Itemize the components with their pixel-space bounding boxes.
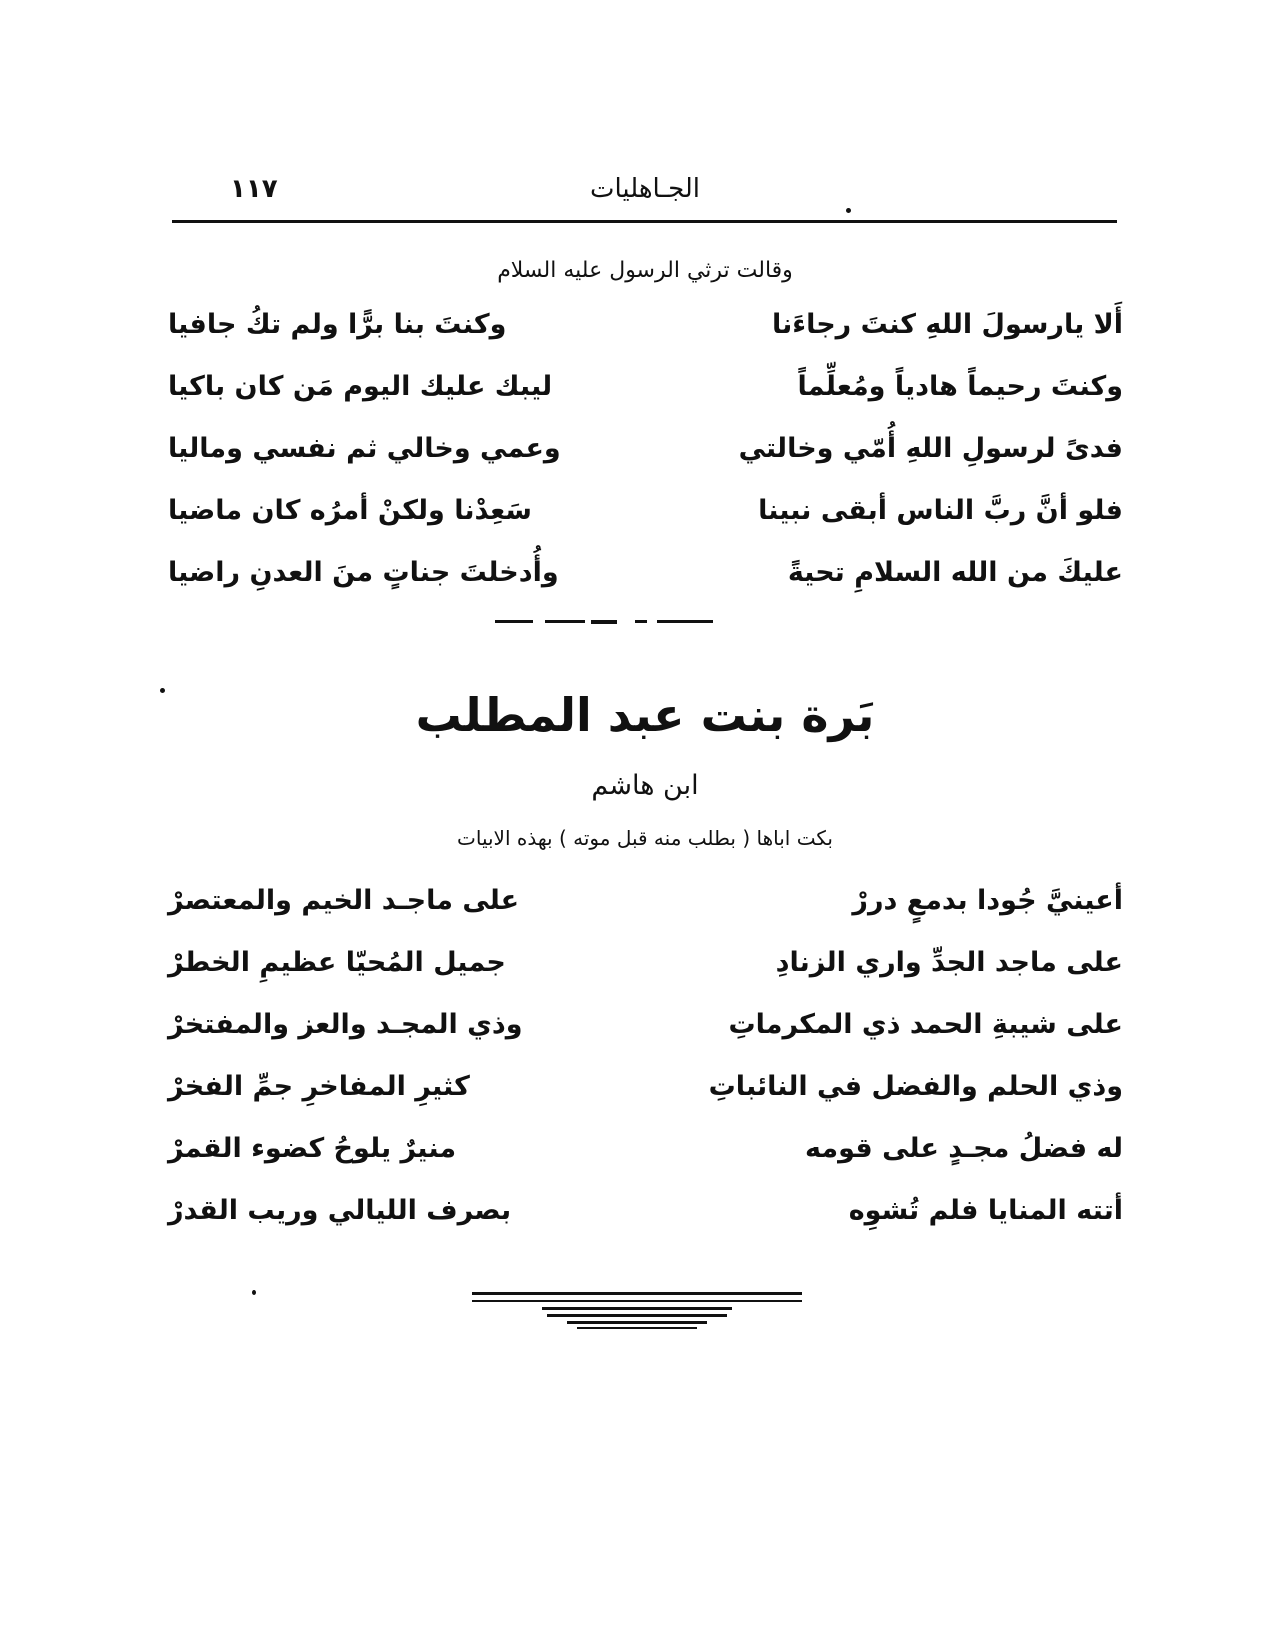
verse [168,300,1123,362]
verse-first-hemistich: وكنتَ رحيماً هادياً ومُعلِّماً [797,371,1123,402]
verse-first-hemistich: فدىً لرسولِ اللهِ أُمّي وخالتي [738,433,1123,464]
header-rule [172,220,1117,223]
verse [168,424,1123,486]
verse [168,1124,1123,1186]
elegy-father-heading: بكت اباها ( بطلب منه قبل موته ) بهذه الابيات [457,826,833,850]
poet-lineage: ابن هاشم [591,770,699,801]
verse-first-hemistich: له فضلُ مجـدٍ على قومه [805,1133,1123,1164]
elegy-prophet-heading: وقالت ترثي الرسول عليه السلام [497,258,793,283]
verse [168,1062,1123,1124]
print-speck [846,208,851,213]
verse [168,938,1123,1000]
verse [168,486,1123,548]
verse-second-hemistich: سَعِدْنا ولكنْ أمرُه كان ماضيا [168,495,532,526]
poet-name: بَرة بنت عبد المطلب [415,688,875,742]
verse-second-hemistich: وأُدخلتَ جناتٍ منَ العدنِ راضيا [168,557,559,588]
section-divider [495,620,715,624]
verse-first-hemistich: على شيبةِ الحمد ذي المكرماتِ [728,1009,1123,1040]
verse-first-hemistich: وذي الحلم والفضل في النائباتِ [708,1071,1123,1102]
verse-second-hemistich: كثيرِ المفاخرِ جمِّ الفخرْ [168,1071,470,1102]
verse-second-hemistich: على ماجـد الخيم والمعتصرْ [168,885,520,916]
verse-second-hemistich: وذي المجـد والعز والمفتخرْ [168,1009,523,1040]
verse-first-hemistich: أتته المنايا فلم تُشوِه [848,1195,1123,1226]
end-ornament [472,1292,802,1332]
verse-second-hemistich: ليبك عليك اليوم مَن كان باكيا [168,371,553,402]
verse [168,362,1123,424]
verse-second-hemistich: بصرف الليالي وريب القدرْ [168,1195,512,1226]
running-head [170,172,1120,212]
elegy-father-poem [168,876,1123,1248]
verse-first-hemistich: على ماجد الجدِّ واري الزنادِ [775,947,1123,978]
verse-first-hemistich: فلو أنَّ ربَّ الناس أبقى نبينا [758,495,1123,526]
verse-second-hemistich: وكنتَ بنا برًّا ولم تكُ جافيا [168,309,507,340]
verse-first-hemistich: أَلا يارسولَ اللهِ كنتَ رجاءَنا [772,309,1123,340]
running-title: الجـاهليات [589,174,701,204]
verse-first-hemistich: أعينيَّ جُودا بدمعٍ دررْ [852,885,1123,916]
verse [168,1186,1123,1248]
verse-first-hemistich: عليكَ من الله السلامِ تحيةً [787,557,1123,588]
verse [168,876,1123,938]
verse [168,1000,1123,1062]
print-speck [252,1290,256,1295]
page-number: ١١٧ [230,174,278,204]
verse-second-hemistich: منيرٌ يلوحُ كضوء القمرْ [168,1133,457,1164]
verse-second-hemistich: وعمي وخالي ثم نفسي وماليا [168,433,561,464]
verse [168,548,1123,610]
print-speck [160,688,165,693]
elegy-prophet-poem [168,300,1123,610]
verse-second-hemistich: جميل المُحيّا عظيمِ الخطرْ [168,947,506,978]
